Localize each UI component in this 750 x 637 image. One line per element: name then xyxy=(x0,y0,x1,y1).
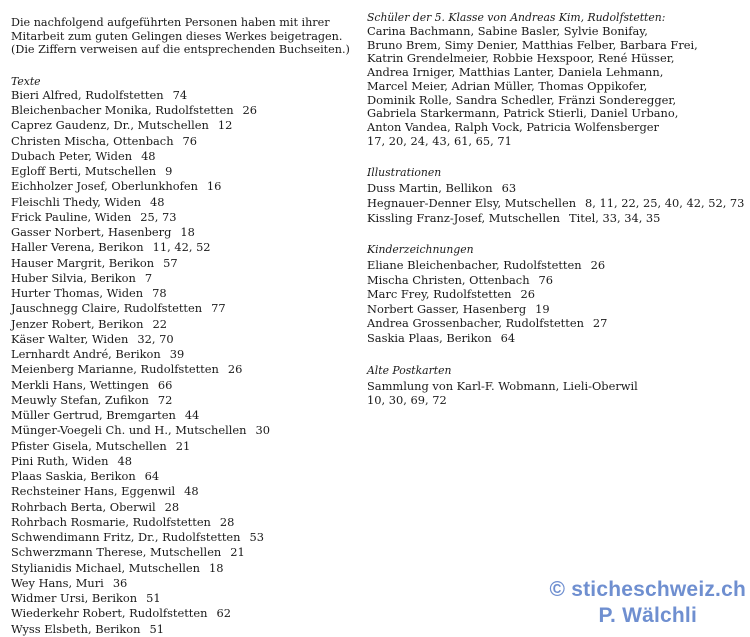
entry-pages: 7 xyxy=(144,270,153,285)
entry-name: Duss Martin, Bellikon xyxy=(367,181,493,196)
postkarten-section xyxy=(367,364,745,408)
list-item xyxy=(367,181,745,196)
list-item xyxy=(11,88,356,103)
entry-pages: 25, 73 xyxy=(140,209,177,224)
schueler-list xyxy=(367,25,745,148)
entry-name: Schwerzmann Therese, Mutschellen xyxy=(11,545,222,560)
entry-name: Saskia Plaas, Berikon xyxy=(367,331,492,346)
list-item xyxy=(11,347,356,362)
list-item xyxy=(11,545,356,560)
illustrationen-list xyxy=(367,181,745,225)
entry-pages: 63 xyxy=(501,181,517,196)
list-item xyxy=(11,591,356,606)
entry-name: Pini Ruth, Widen xyxy=(11,453,109,468)
entry-name: Wiederkehr Robert, Rudolfstetten xyxy=(11,606,208,621)
entry-name: Dubach Peter, Widen xyxy=(11,148,133,163)
entry-pages: 12 xyxy=(217,118,233,133)
list-item xyxy=(11,332,356,347)
entry-name: Meienberg Marianne, Rudolfstetten xyxy=(11,362,219,377)
texte-section xyxy=(11,75,356,637)
entry-pages: 48 xyxy=(141,148,156,163)
right-column xyxy=(367,0,745,408)
list-item xyxy=(11,362,356,377)
entry-pages: 18 xyxy=(208,560,224,575)
entry-pages: 18 xyxy=(180,225,195,240)
entry-pages: 19 xyxy=(535,301,550,316)
list-item xyxy=(367,258,745,273)
text-line: 10, 30, 69, 72 xyxy=(367,393,447,408)
entry-name: Pfister Gisela, Mutschellen xyxy=(11,438,167,453)
entry-name: Münger-Voegeli Ch. und H., Mutschellen xyxy=(11,423,247,438)
entry-name: Hauser Margrit, Berikon xyxy=(11,255,155,270)
list-item xyxy=(367,331,745,346)
list-item xyxy=(11,317,356,332)
entry-name: Bleichenbacher Monika, Rudolfstetten xyxy=(11,103,234,118)
entry-pages: 64 xyxy=(144,469,160,484)
section-title-texte: Texte xyxy=(11,74,41,88)
entry-name: Eichholzer Josef, Oberlunkhofen xyxy=(11,179,198,194)
entry-pages: 66 xyxy=(157,377,173,392)
entry-name: Mischa Christen, Ottenbach xyxy=(367,272,530,287)
entry-pages: 72 xyxy=(157,392,173,407)
intro-paragraph xyxy=(11,16,356,57)
entry-name: Gasser Norbert, Hasenberg xyxy=(11,225,172,240)
entry-name: Bieri Alfred, Rudolfstetten xyxy=(11,87,164,102)
list-item xyxy=(11,515,356,530)
text-line: Dominik Rolle, Sandra Schedler, Fränzi Sonderegger, xyxy=(367,92,677,107)
entry-name: Rechsteiner Hans, Eggenwil xyxy=(11,484,176,499)
section-title-schueler: Schüler der 5. Klasse von Andreas Kim, Rudolfstetten: xyxy=(367,11,666,24)
list-item xyxy=(11,256,356,271)
watermark xyxy=(550,577,746,629)
entry-name: Hurter Thomas, Widen xyxy=(11,286,144,301)
entry-name: Schwendimann Fritz, Dr., Rudolfstetten xyxy=(11,530,241,545)
list-item xyxy=(11,301,356,316)
entry-name: Plaas Saskia, Berikon xyxy=(11,469,136,484)
entry-pages: 26 xyxy=(227,362,243,377)
entry-name: Wey Hans, Muri xyxy=(11,575,104,590)
left-column xyxy=(11,0,356,637)
entry-pages: 26 xyxy=(520,287,535,302)
list-item xyxy=(11,164,356,179)
entry-name: Merkli Hans, Wettingen xyxy=(11,377,149,392)
entry-pages: 51 xyxy=(149,621,164,636)
text-line: Andrea Irniger, Matthias Lanter, Daniela Lehmann, xyxy=(367,65,664,80)
entry-pages: 26 xyxy=(590,258,606,273)
list-item xyxy=(11,622,356,637)
watermark-line: P. Wälchli xyxy=(598,604,697,627)
entry-pages: 27 xyxy=(592,316,608,331)
entry-name: Caprez Gaudenz, Dr., Mutschellen xyxy=(11,118,209,133)
entry-name: Widmer Ursi, Berikon xyxy=(11,591,138,606)
list-item xyxy=(367,196,745,211)
entry-pages: 32, 70 xyxy=(137,331,174,346)
intro-line: (Die Ziffern verweisen auf die entsprechenden Buchseiten.) xyxy=(11,43,350,57)
texte-list xyxy=(11,88,356,637)
schueler-section xyxy=(367,11,745,148)
text-line: Carina Bachmann, Sabine Basler, Sylvie Bonifay, xyxy=(367,24,648,38)
entry-pages: 21 xyxy=(230,545,245,560)
entry-name: Hegnauer-Denner Elsy, Mutschellen xyxy=(367,195,577,210)
list-item xyxy=(11,118,356,133)
list-item xyxy=(367,302,745,317)
entry-pages: 8, 11, 22, 25, 40, 42, 52, 73 xyxy=(585,195,745,210)
section-title-kinderzeichnungen: Kinderzeichnungen xyxy=(367,243,474,257)
kinderzeichnungen-list xyxy=(367,258,745,346)
entry-name: Käser Walter, Widen xyxy=(11,331,129,346)
entry-pages: 76 xyxy=(538,272,554,287)
list-item xyxy=(11,454,356,469)
intro-line: Mitarbeit zum guten Gelingen dieses Werkes beigetragen. xyxy=(11,29,343,43)
postkarten-list xyxy=(367,379,745,408)
entry-name: Wyss Elsbeth, Berikon xyxy=(11,621,141,636)
list-item xyxy=(11,378,356,393)
entry-name: Meuwly Stefan, Zufikon xyxy=(11,392,149,407)
entry-name: Jenzer Robert, Berikon xyxy=(11,316,144,331)
intro-line: Die nachfolgend aufgeführten Personen haben mit ihrer xyxy=(11,16,330,29)
entry-pages: 62 xyxy=(216,606,231,621)
entry-pages: 57 xyxy=(163,255,178,270)
list-item xyxy=(11,179,356,194)
entry-pages: 44 xyxy=(184,408,200,423)
list-item xyxy=(367,211,745,226)
entry-pages: 39 xyxy=(169,347,185,362)
entry-pages: 22 xyxy=(152,316,167,331)
list-item xyxy=(11,210,356,225)
list-item xyxy=(11,576,356,591)
entry-pages: 53 xyxy=(249,530,264,545)
list-item xyxy=(11,484,356,499)
entry-name: Fleischli Thedy, Widen xyxy=(11,194,142,209)
entry-name: Huber Silvia, Berikon xyxy=(11,270,136,285)
entry-name: Lernhardt André, Berikon xyxy=(11,347,161,362)
entry-name: Christen Mischa, Ottenbach xyxy=(11,133,174,148)
list-item xyxy=(11,103,356,118)
entry-name: Rohrbach Berta, Oberwil xyxy=(11,499,156,514)
list-item xyxy=(11,240,356,255)
entry-pages: 77 xyxy=(211,301,226,316)
entry-name: Jauschnegg Claire, Rudolfstetten xyxy=(11,301,203,316)
text-line: Bruno Brem, Simy Denier, Matthias Felber, Barbara Frei, xyxy=(367,37,698,52)
list-item xyxy=(11,439,356,454)
list-item xyxy=(11,149,356,164)
entry-pages: 48 xyxy=(117,453,132,468)
entry-name: Eliane Bleichenbacher, Rudolfstetten xyxy=(367,258,582,273)
list-item xyxy=(367,287,745,302)
entry-pages: 64 xyxy=(500,331,516,346)
entry-name: Frick Pauline, Widen xyxy=(11,209,132,224)
section-title-postkarten: Alte Postkarten xyxy=(367,363,452,377)
entry-pages: 74 xyxy=(172,87,188,102)
entry-pages: 36 xyxy=(112,575,128,590)
list-item xyxy=(11,134,356,149)
text-line: Katrin Grendelmeier, Robbie Hexspoor, René Hüsser, xyxy=(367,51,675,66)
text-line: Sammlung von Karl-F. Wobmann, Lieli-Oberwil xyxy=(367,378,638,393)
section-title-illustrationen: Illustrationen xyxy=(367,166,442,180)
entry-pages: 28 xyxy=(219,514,235,529)
entry-name: Kissling Franz-Josef, Mutschellen xyxy=(367,210,561,225)
entry-pages: 16 xyxy=(206,179,222,194)
entry-pages: 78 xyxy=(152,286,167,301)
entry-name: Marc Frey, Rudolfstetten xyxy=(367,287,512,302)
entry-name: Stylianidis Michael, Mutschellen xyxy=(11,560,200,575)
list-item xyxy=(11,606,356,621)
list-item xyxy=(11,530,356,545)
kinderzeichnungen-section xyxy=(367,243,745,346)
illustrationen-section xyxy=(367,166,745,225)
list-item xyxy=(11,423,356,438)
entry-pages: 9 xyxy=(165,164,173,179)
entry-pages: 30 xyxy=(255,423,270,438)
entry-pages: 51 xyxy=(146,591,161,606)
text-line: 17, 20, 24, 43, 61, 65, 71 xyxy=(367,133,512,148)
entry-pages: 21 xyxy=(175,438,191,453)
list-item xyxy=(11,561,356,576)
entry-pages: 11, 42, 52 xyxy=(152,240,211,255)
entry-pages: 48 xyxy=(184,484,199,499)
entry-pages: 48 xyxy=(150,194,165,209)
text-line: Gabriela Starkermann, Patrick Stierli, Daniel Urbano, xyxy=(367,106,679,121)
entry-pages: 26 xyxy=(242,103,258,118)
entry-pages: 76 xyxy=(182,133,198,148)
entry-name: Müller Gertrud, Bremgarten xyxy=(11,408,176,423)
list-item xyxy=(11,393,356,408)
list-item xyxy=(11,195,356,210)
entry-name: Haller Verena, Berikon xyxy=(11,240,144,255)
list-item xyxy=(11,225,356,240)
watermark-line: © sticheschweiz.ch xyxy=(549,578,746,601)
text-line: Marcel Meier, Adrian Müller, Thomas Oppikofer, xyxy=(367,78,648,93)
list-item xyxy=(11,469,356,484)
entry-pages: Titel, 33, 34, 35 xyxy=(569,210,661,225)
list-item xyxy=(11,286,356,301)
text-line: Anton Vandea, Ralph Vock, Patricia Wolfensberger xyxy=(367,119,659,134)
entry-name: Rohrbach Rosmarie, Rudolfstetten xyxy=(11,514,211,529)
entry-name: Andrea Grossenbacher, Rudolfstetten xyxy=(367,316,584,331)
entry-name: Norbert Gasser, Hasenberg xyxy=(367,301,527,316)
list-item xyxy=(11,500,356,515)
list-item xyxy=(367,316,745,331)
entry-pages: 28 xyxy=(164,499,180,514)
list-item xyxy=(367,273,745,288)
list-item xyxy=(11,271,356,286)
list-item xyxy=(11,408,356,423)
entry-name: Egloff Berti, Mutschellen xyxy=(11,164,157,179)
